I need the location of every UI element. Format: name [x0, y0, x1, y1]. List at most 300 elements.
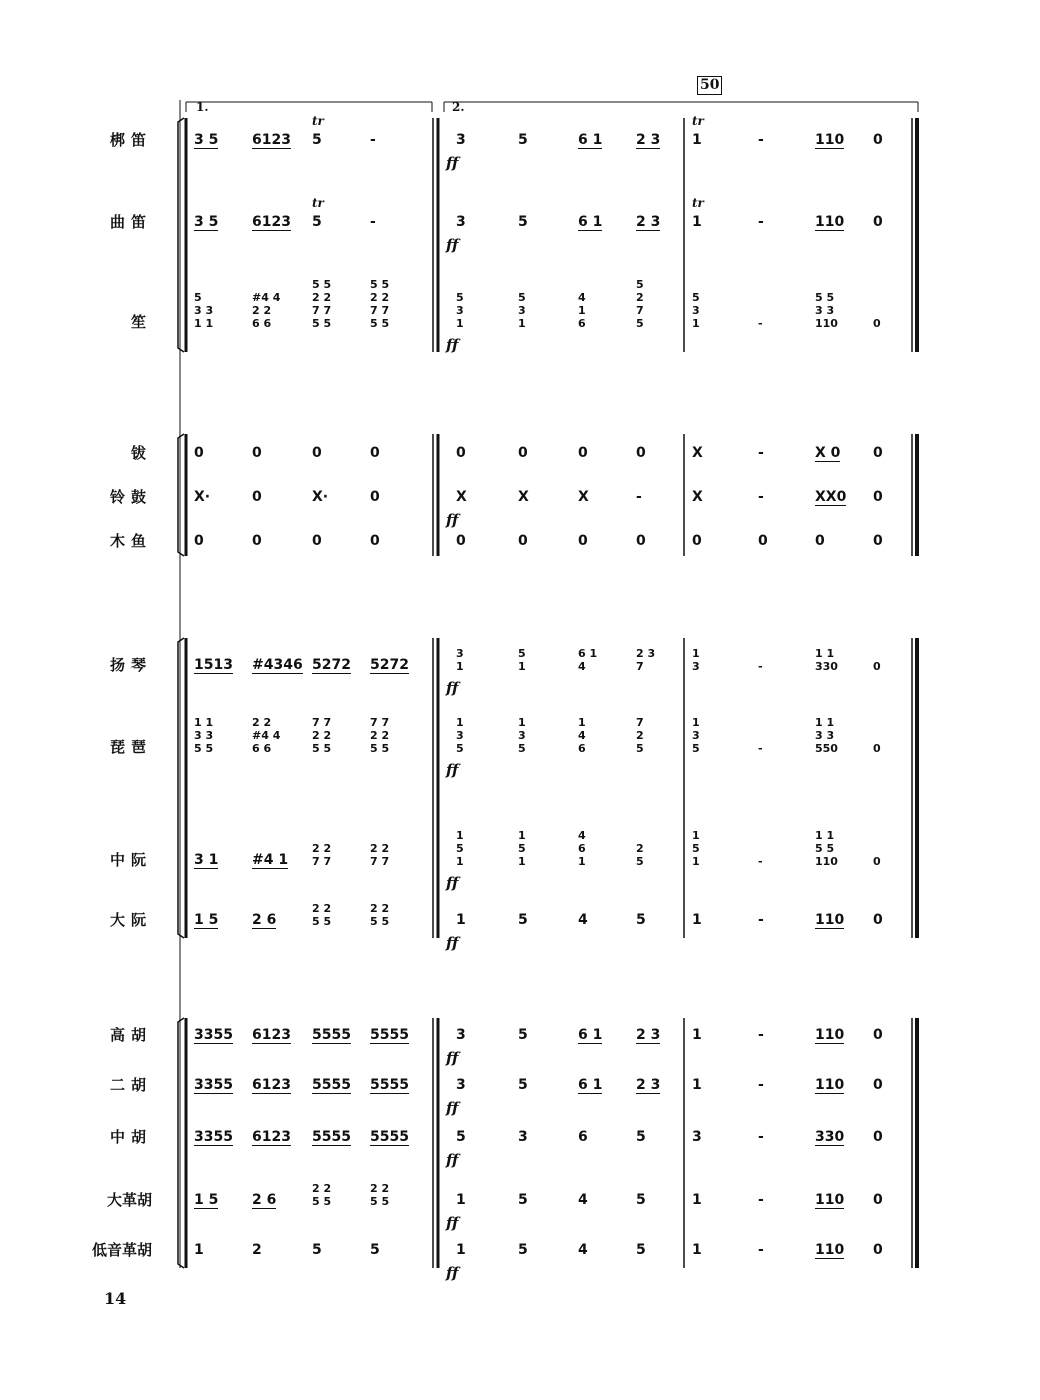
notation-note: 3 [518, 729, 526, 742]
notation-cell-zhonghu: 6123 [252, 1129, 291, 1145]
notation-note: 1 [692, 829, 700, 842]
notation-cell-dagehu: - [758, 1192, 764, 1208]
notation-cell-zhonghu: 330 [815, 1129, 845, 1145]
notation-cell-diyingehu: 1 [692, 1242, 702, 1258]
notation-note: 3 3 [815, 304, 835, 317]
notation-cell-daruan: 5 [518, 912, 528, 928]
notation-cell-diyingehu: 1 [194, 1242, 204, 1258]
notation-stack-zhongruan [518, 829, 558, 868]
notation-cell-qudi: 5 [312, 214, 322, 230]
notation-cell-dagehu: 5 [518, 1192, 528, 1208]
dynamic-marking-diyingehu: ff [446, 1264, 459, 1282]
notation-note: 5 5 [312, 278, 332, 291]
notation-note: 110 [815, 317, 838, 330]
notation-stack-sheng [873, 317, 913, 330]
notation-cell-dagehu: 1 [692, 1192, 702, 1208]
notation-stack-zhongruan [873, 855, 913, 868]
notation-cell-linggu: - [758, 489, 764, 505]
notation-cell-bangdi: 5 [518, 132, 528, 148]
notation-stack-sheng [636, 278, 676, 330]
notation-stack-zhongruan [578, 829, 618, 868]
notation-note: 1 1 [815, 829, 835, 842]
notation-note: 2 2 [312, 291, 332, 304]
trill-marking: tr [312, 196, 324, 210]
notation-stack-dagehu [312, 1182, 352, 1208]
notation-note: 1 [578, 716, 586, 729]
notation-cell-gaohu: 110 [815, 1027, 845, 1043]
notation-cell-zhonghu: 5555 [370, 1129, 409, 1145]
notation-cell-diyingehu: 5 [518, 1242, 528, 1258]
notation-stack-yangqin [636, 647, 676, 673]
notation-cell-yangqin: #4346 [252, 657, 303, 673]
notation-note: 7 7 [370, 716, 390, 729]
notation-note: 1 [518, 855, 526, 868]
notation-cell-bo: 0 [252, 445, 262, 461]
notation-cell-qudi: - [370, 214, 376, 230]
notation-cell-gaohu: 5555 [312, 1027, 351, 1043]
notation-note: 330 [815, 660, 838, 673]
instrument-label-linggu: 铃鼓 [109, 488, 152, 506]
trill-marking: tr [312, 114, 324, 128]
notation-cell-muyu: 0 [456, 533, 466, 549]
notation-note: 5 [518, 647, 526, 660]
notation-stack-sheng [370, 278, 410, 330]
dynamic-marking-zhongruan: ff [446, 874, 459, 892]
notation-cell-erhu: 6123 [252, 1077, 291, 1093]
notation-cell-muyu: 0 [578, 533, 588, 549]
notation-cell-gaohu: 5 [518, 1027, 528, 1043]
notation-note: 5 [636, 855, 644, 868]
notation-note: 1 [578, 855, 586, 868]
notation-cell-muyu: 0 [370, 533, 380, 549]
notation-cell-bangdi: 6123 [252, 132, 291, 148]
notation-note: 110 [815, 855, 838, 868]
notation-note: 5 [456, 742, 464, 755]
notation-cell-bo: 0 [312, 445, 322, 461]
notation-cell-diyingehu: 2 [252, 1242, 262, 1258]
trill-marking: tr [692, 114, 704, 128]
notation-note: 1 [692, 647, 700, 660]
notation-note: 0 [873, 742, 881, 755]
notation-cell-gaohu: 6123 [252, 1027, 291, 1043]
notation-cell-qudi: 3 5 [194, 214, 219, 230]
notation-note: 5 [194, 291, 202, 304]
notation-note: 7 [636, 304, 644, 317]
notation-cell-linggu: X [578, 489, 589, 505]
notation-cell-zhonghu: 3 [692, 1129, 702, 1145]
notation-note: 0 [873, 317, 881, 330]
notation-cell-yangqin: 5272 [370, 657, 409, 673]
notation-note: 3 [692, 729, 700, 742]
notation-cell-diyingehu: 110 [815, 1242, 845, 1258]
notation-note: 5 5 [370, 742, 390, 755]
notation-stack-sheng [194, 291, 234, 330]
notation-note: 0 [873, 855, 881, 868]
notation-note: 2 2 [370, 842, 390, 855]
notation-note: 3 [456, 729, 464, 742]
notation-cell-qudi: 6 1 [578, 214, 603, 230]
notation-note: 5 5 [370, 317, 390, 330]
notation-cell-muyu: 0 [312, 533, 322, 549]
notation-cell-gaohu: 6 1 [578, 1027, 603, 1043]
notation-note: 5 5 [312, 742, 332, 755]
dynamic-marking-erhu: ff [446, 1099, 459, 1117]
notation-cell-yangqin: 1513 [194, 657, 233, 673]
notation-note: 2 2 [312, 729, 332, 742]
notation-stack-sheng [815, 291, 855, 330]
notation-cell-erhu: - [758, 1077, 764, 1093]
notation-stack-yangqin [873, 660, 913, 673]
notation-note: 5 5 [312, 1195, 332, 1208]
instrument-label-gaohu: 高胡 [109, 1026, 152, 1044]
notation-note: 1 [456, 855, 464, 868]
notation-cell-erhu: 0 [873, 1077, 883, 1093]
notation-note: 4 [578, 829, 586, 842]
notation-note: 5 [456, 842, 464, 855]
notation-cell-qudi: 110 [815, 214, 845, 230]
notation-stack-pipa [815, 716, 855, 755]
notation-note: 2 2 [370, 902, 390, 915]
notation-note: 1 [456, 660, 464, 673]
notation-note: 2 [636, 842, 644, 855]
notation-note: 4 [578, 660, 586, 673]
notation-note: 6 [578, 742, 586, 755]
notation-cell-bangdi: 2 3 [636, 132, 661, 148]
notation-note: 7 7 [370, 855, 390, 868]
notation-cell-linggu: X· [194, 489, 211, 505]
notation-cell-daruan: 0 [873, 912, 883, 928]
notation-note: 6 6 [252, 742, 272, 755]
notation-stack-sheng [456, 291, 496, 330]
notation-cell-linggu: X· [312, 489, 329, 505]
notation-cell-muyu: 0 [194, 533, 204, 549]
notation-note: - [758, 317, 763, 330]
notation-cell-bangdi: - [370, 132, 376, 148]
notation-cell-dagehu: 4 [578, 1192, 588, 1208]
notation-note: 1 [578, 304, 586, 317]
notation-note: 1 [456, 716, 464, 729]
notation-cell-bo: 0 [636, 445, 646, 461]
notation-cell-bangdi: - [758, 132, 764, 148]
notation-note: 2 2 [370, 1182, 390, 1195]
notation-stack-daruan [370, 902, 410, 928]
notation-note: 1 [692, 716, 700, 729]
notation-stack-zhongruan [370, 842, 410, 868]
notation-cell-bo: 0 [370, 445, 380, 461]
notation-cell-zhonghu: 5 [636, 1129, 646, 1145]
notation-stack-zhongruan [312, 842, 352, 868]
notation-stack-yangqin [456, 647, 496, 673]
notation-stack-pipa [252, 716, 292, 755]
dynamic-marking-gaohu: ff [446, 1049, 459, 1067]
notation-stack-pipa [194, 716, 234, 755]
instrument-label-yangqin: 扬琴 [109, 656, 152, 674]
notation-note: 2 2 [252, 716, 272, 729]
notation-cell-dagehu: 5 [636, 1192, 646, 1208]
notation-cell-gaohu: 3 [456, 1027, 466, 1043]
notation-stack-pipa [636, 716, 676, 755]
notation-stack-sheng [312, 278, 352, 330]
notation-cell-zhonghu: - [758, 1129, 764, 1145]
notation-note: 5 5 [370, 278, 390, 291]
notation-note: 7 7 [312, 304, 332, 317]
notation-cell-linggu: 0 [252, 489, 262, 505]
brace-winds [178, 118, 184, 352]
notation-cell-muyu: 0 [815, 533, 825, 549]
notation-cell-erhu: 110 [815, 1077, 845, 1093]
notation-note: - [758, 660, 763, 673]
notation-cell-linggu: 0 [370, 489, 380, 505]
notation-cell-qudi: 2 3 [636, 214, 661, 230]
notation-note: 1 [518, 317, 526, 330]
notation-note: 5 5 [194, 742, 214, 755]
notation-note: 7 7 [370, 304, 390, 317]
notation-cell-diyingehu: 1 [456, 1242, 466, 1258]
dynamic-marking-sheng: ff [446, 336, 459, 354]
notation-note: 1 [692, 855, 700, 868]
notation-note: 5 5 [815, 291, 835, 304]
notation-cell-qudi: 3 [456, 214, 466, 230]
notation-stack-zhongruan [692, 829, 732, 868]
dynamic-marking-linggu: ff [446, 511, 459, 529]
notation-cell-diyingehu: 4 [578, 1242, 588, 1258]
notation-note: 1 1 [194, 716, 214, 729]
notation-cell-zhonghu: 6 [578, 1129, 588, 1145]
notation-stack-dagehu [370, 1182, 410, 1208]
notation-note: 1 [456, 829, 464, 842]
notation-stack-sheng [758, 317, 798, 330]
notation-note: 5 [692, 742, 700, 755]
notation-cell-bangdi: 5 [312, 132, 322, 148]
notation-note: 7 7 [312, 716, 332, 729]
notation-cell-erhu: 5 [518, 1077, 528, 1093]
notation-note: 7 7 [312, 855, 332, 868]
notation-cell-bo: X 0 [815, 445, 841, 461]
notation-cell-zhonghu: 3355 [194, 1129, 233, 1145]
notation-cell-dagehu: 2 6 [252, 1192, 277, 1208]
notation-note: 3 3 [194, 729, 214, 742]
dynamic-marking-pipa: ff [446, 761, 459, 779]
instrument-label-bo: 钹 [130, 444, 152, 462]
notation-cell-bangdi: 110 [815, 132, 845, 148]
notation-cell-gaohu: 3355 [194, 1027, 233, 1043]
notation-cell-zhongruan: 3 1 [194, 852, 219, 868]
instrument-label-zhonghu: 中胡 [109, 1128, 152, 1146]
notation-note: 5 [456, 291, 464, 304]
notation-note: 4 [578, 291, 586, 304]
notation-cell-diyingehu: 5 [370, 1242, 380, 1258]
notation-note: 1 [518, 660, 526, 673]
notation-cell-bangdi: 1 [692, 132, 702, 148]
notation-note: 2 2 [370, 729, 390, 742]
notation-cell-daruan: 5 [636, 912, 646, 928]
instrument-label-pipa: 琵琶 [109, 738, 152, 756]
brace-plucked [178, 638, 184, 938]
notation-cell-zhonghu: 3 [518, 1129, 528, 1145]
notation-note: 2 [636, 729, 644, 742]
rehearsal-mark: 50 [697, 76, 722, 95]
notation-cell-qudi: 6123 [252, 214, 291, 230]
notation-note: 5 5 [370, 915, 390, 928]
notation-cell-erhu: 6 1 [578, 1077, 603, 1093]
notation-note: 2 2 [312, 1182, 332, 1195]
notation-note: 7 [636, 660, 644, 673]
notation-note: 3 3 [815, 729, 835, 742]
dynamic-marking-daruan: ff [446, 934, 459, 952]
notation-cell-qudi: - [758, 214, 764, 230]
notation-cell-linggu: 0 [873, 489, 883, 505]
dynamic-marking-zhonghu: ff [446, 1151, 459, 1169]
instrument-label-dagehu: 大革胡 [106, 1191, 152, 1209]
instrument-label-muyu: 木鱼 [109, 532, 152, 550]
notation-cell-muyu: 0 [758, 533, 768, 549]
notation-cell-dagehu: 0 [873, 1192, 883, 1208]
notation-cell-dagehu: 1 5 [194, 1192, 219, 1208]
instrument-label-bangdi: 梆笛 [109, 131, 152, 149]
notation-stack-pipa [370, 716, 410, 755]
notation-cell-diyingehu: 5 [636, 1242, 646, 1258]
notation-cell-diyingehu: 0 [873, 1242, 883, 1258]
notation-note: 1 1 [815, 716, 835, 729]
notation-cell-erhu: 3 [456, 1077, 466, 1093]
notation-cell-bo: 0 [873, 445, 883, 461]
notation-cell-yangqin: 5272 [312, 657, 351, 673]
notation-cell-linggu: X [692, 489, 703, 505]
notation-cell-dagehu: 1 [456, 1192, 466, 1208]
notation-cell-gaohu: 5555 [370, 1027, 409, 1043]
volta-first-label: 1. [196, 100, 209, 114]
notation-note: #4 4 [252, 291, 281, 304]
notation-cell-diyingehu: - [758, 1242, 764, 1258]
notation-stack-pipa [758, 742, 798, 755]
notation-stack-sheng [578, 291, 618, 330]
notation-cell-dagehu: 110 [815, 1192, 845, 1208]
notation-cell-erhu: 1 [692, 1077, 702, 1093]
notation-note: 1 [456, 317, 464, 330]
instrument-label-qudi: 曲笛 [109, 213, 152, 231]
notation-note: - [758, 855, 763, 868]
notation-note: 2 2 [312, 902, 332, 915]
notation-note: 5 [636, 317, 644, 330]
notation-note: 5 [692, 842, 700, 855]
instrument-label-diyingehu: 低音革胡 [91, 1241, 152, 1259]
notation-cell-gaohu: - [758, 1027, 764, 1043]
notation-stack-zhongruan [636, 842, 676, 868]
notation-stack-pipa [518, 716, 558, 755]
notation-note: 5 [636, 278, 644, 291]
page-number: 14 [104, 1289, 127, 1308]
dynamic-marking-bangdi: ff [446, 154, 459, 172]
dynamic-marking-yangqin: ff [446, 679, 459, 697]
notation-cell-bo: 0 [518, 445, 528, 461]
notation-note: 5 5 [370, 1195, 390, 1208]
notation-cell-daruan: 1 [456, 912, 466, 928]
notation-note: 5 5 [312, 915, 332, 928]
notation-note: 2 3 [636, 647, 656, 660]
notation-cell-muyu: 0 [636, 533, 646, 549]
notation-note: - [758, 742, 763, 755]
notation-cell-linggu: X [518, 489, 529, 505]
notation-stack-zhongruan [456, 829, 496, 868]
notation-note: 5 [518, 842, 526, 855]
notation-cell-daruan: 4 [578, 912, 588, 928]
notation-cell-linggu: XX0 [815, 489, 847, 505]
trill-marking: tr [692, 196, 704, 210]
notation-cell-diyingehu: 5 [312, 1242, 322, 1258]
notation-cell-muyu: 0 [518, 533, 528, 549]
notation-note: 5 [518, 291, 526, 304]
notation-cell-zhonghu: 5555 [312, 1129, 351, 1145]
notation-stack-sheng [518, 291, 558, 330]
notation-cell-bo: 0 [194, 445, 204, 461]
notation-note: 5 [636, 742, 644, 755]
notation-cell-bo: 0 [578, 445, 588, 461]
notation-stack-yangqin [758, 660, 798, 673]
notation-note: 2 2 [370, 291, 390, 304]
notation-cell-erhu: 3355 [194, 1077, 233, 1093]
instrument-label-zhongruan: 中阮 [109, 851, 152, 869]
notation-note: 6 6 [252, 317, 272, 330]
brace-bowed [178, 1018, 184, 1268]
notation-note: 6 1 [578, 647, 598, 660]
notation-note: 1 [692, 317, 700, 330]
notation-cell-bangdi: 6 1 [578, 132, 603, 148]
notation-cell-bangdi: 0 [873, 132, 883, 148]
notation-stack-yangqin [815, 647, 855, 673]
notation-note: 2 2 [312, 842, 332, 855]
notation-stack-yangqin [692, 647, 732, 673]
notation-note: 3 [692, 660, 700, 673]
brace-percussion [178, 434, 184, 556]
notation-note: 5 [692, 291, 700, 304]
notation-note: 6 [578, 317, 586, 330]
notation-note: 6 [578, 842, 586, 855]
notation-cell-daruan: 1 [692, 912, 702, 928]
notation-note: 550 [815, 742, 838, 755]
notation-cell-zhonghu: 0 [873, 1129, 883, 1145]
notation-stack-zhongruan [758, 855, 798, 868]
notation-stack-zhongruan [815, 829, 855, 868]
notation-note: #4 4 [252, 729, 281, 742]
notation-cell-daruan: - [758, 912, 764, 928]
notation-note: 4 [578, 729, 586, 742]
notation-stack-pipa [456, 716, 496, 755]
notation-cell-gaohu: 0 [873, 1027, 883, 1043]
notation-note: 3 [692, 304, 700, 317]
dynamic-marking-dagehu: ff [446, 1214, 459, 1232]
notation-cell-gaohu: 2 3 [636, 1027, 661, 1043]
notation-cell-erhu: 2 3 [636, 1077, 661, 1093]
notation-cell-qudi: 5 [518, 214, 528, 230]
notation-note: 3 [456, 304, 464, 317]
notation-stack-pipa [692, 716, 732, 755]
notation-cell-erhu: 5555 [312, 1077, 351, 1093]
notation-stack-pipa [873, 742, 913, 755]
notation-cell-daruan: 1 5 [194, 912, 219, 928]
notation-cell-zhongruan: #4 1 [252, 852, 289, 868]
notation-note: 1 1 [194, 317, 214, 330]
notation-cell-gaohu: 1 [692, 1027, 702, 1043]
notation-note: 2 [636, 291, 644, 304]
notation-cell-daruan: 110 [815, 912, 845, 928]
notation-cell-daruan: 2 6 [252, 912, 277, 928]
notation-cell-linggu: - [636, 489, 642, 505]
dynamic-marking-qudi: ff [446, 236, 459, 254]
notation-cell-bangdi: 3 [456, 132, 466, 148]
notation-cell-bo: X [692, 445, 703, 461]
instrument-label-sheng: 笙 [130, 313, 152, 331]
notation-cell-muyu: 0 [692, 533, 702, 549]
